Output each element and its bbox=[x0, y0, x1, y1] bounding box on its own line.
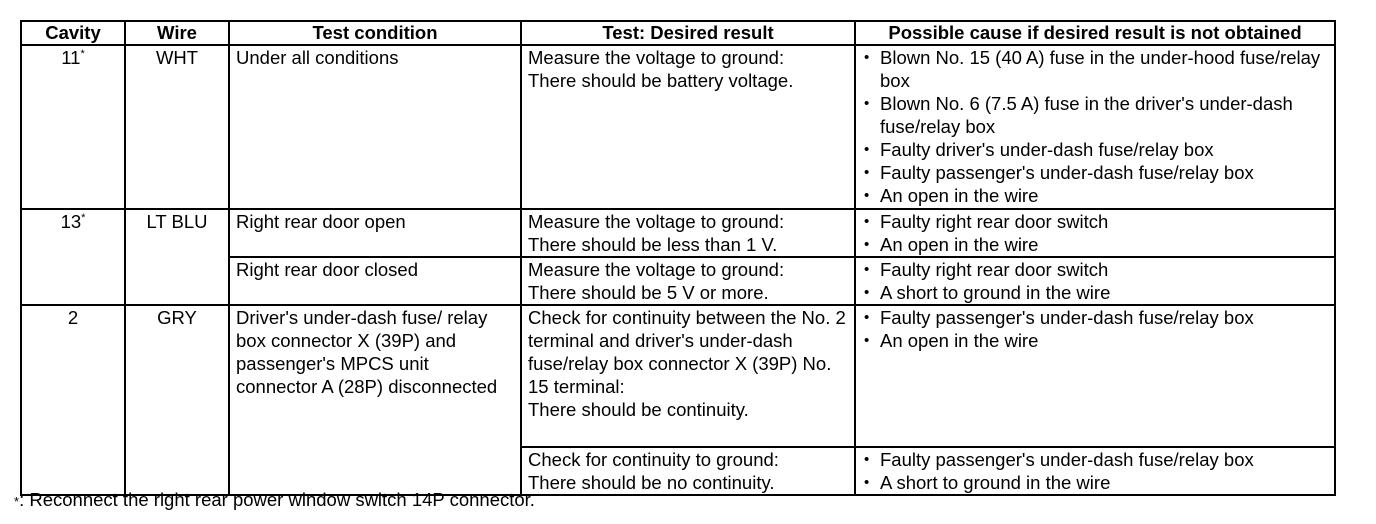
header-desired-result: Test: Desired result bbox=[521, 21, 855, 45]
condition-cell: Driver's under-dash fuse/ relay box connector X (39P) and passenger's MPCS unit connector A (28P) disconnected bbox=[229, 305, 521, 495]
list-item: • Faulty passenger's under-dash fuse/relay box bbox=[862, 448, 1328, 471]
table-row bbox=[21, 305, 1335, 447]
footnote-mark: * bbox=[14, 494, 20, 509]
cause-cell bbox=[855, 209, 1335, 257]
list-item: • An open in the wire bbox=[862, 184, 1328, 207]
cause-cell bbox=[855, 257, 1335, 305]
header-test-condition: Test condition bbox=[229, 21, 521, 45]
list-item: • Faulty right rear door switch bbox=[862, 210, 1328, 233]
footnote-mark: * bbox=[81, 211, 86, 224]
result-cell bbox=[521, 305, 855, 447]
wire-cell: LT BLU bbox=[125, 209, 229, 305]
list-item: • Faulty right rear door switch bbox=[862, 258, 1328, 281]
list-item: • Faulty passenger's under-dash fuse/relay box bbox=[862, 306, 1328, 329]
header-possible-cause: Possible cause if desired result is not obtained bbox=[855, 21, 1335, 45]
table-row bbox=[21, 209, 1335, 257]
condition-cell: Right rear door closed bbox=[229, 257, 521, 305]
result-line: Check for continuity between the No. 2 terminal and driver's under-dash fuse/relay box connector X (39P) No. 15 terminal: bbox=[528, 307, 846, 397]
footnote-text: : Reconnect the right rear power window switch 14P connector. bbox=[19, 489, 535, 510]
list-item: • A short to ground in the wire bbox=[862, 471, 1328, 494]
result-line: There should be continuity. bbox=[528, 399, 749, 420]
condition-cell: Right rear door open bbox=[229, 209, 521, 257]
wire-cell: GRY bbox=[125, 305, 229, 495]
result-line: Measure the voltage to ground: bbox=[528, 259, 785, 280]
cavity-cell bbox=[21, 209, 125, 305]
cause-list bbox=[862, 306, 1328, 352]
cavity-value: 11 bbox=[61, 47, 81, 68]
cause-cell bbox=[855, 45, 1335, 209]
footnote bbox=[14, 489, 535, 511]
wire-cell: WHT bbox=[125, 45, 229, 209]
result-line: Measure the voltage to ground: bbox=[528, 211, 785, 232]
list-item: • An open in the wire bbox=[862, 233, 1328, 256]
table-row bbox=[21, 45, 1335, 209]
result-cell bbox=[521, 45, 855, 209]
cause-list bbox=[862, 258, 1328, 304]
footnote-mark: * bbox=[80, 47, 85, 60]
result-line: Check for continuity to ground: bbox=[528, 449, 779, 470]
result-line: Measure the voltage to ground: bbox=[528, 47, 785, 68]
result-line: There should be less than 1 V. bbox=[528, 234, 778, 255]
list-item: • Faulty passenger's under-dash fuse/relay box bbox=[862, 161, 1328, 184]
result-cell bbox=[521, 447, 855, 495]
troubleshooting-table bbox=[20, 20, 1336, 496]
header-row bbox=[21, 21, 1335, 45]
list-item: • Faulty driver's under-dash fuse/relay box bbox=[862, 138, 1328, 161]
condition-cell: Under all conditions bbox=[229, 45, 521, 209]
list-item: • An open in the wire bbox=[862, 329, 1328, 352]
list-item: • Blown No. 6 (7.5 A) fuse in the driver's under-dash fuse/relay box bbox=[862, 92, 1328, 138]
cavity-cell: 2 bbox=[21, 305, 125, 495]
header-cavity: Cavity bbox=[21, 21, 125, 45]
cause-cell bbox=[855, 447, 1335, 495]
cause-cell bbox=[855, 305, 1335, 447]
result-line: There should be battery voltage. bbox=[528, 70, 794, 91]
header-wire: Wire bbox=[125, 21, 229, 45]
list-item: • A short to ground in the wire bbox=[862, 281, 1328, 304]
result-line: There should be no continuity. bbox=[528, 472, 775, 493]
cause-list bbox=[862, 210, 1328, 256]
result-line: There should be 5 V or more. bbox=[528, 282, 769, 303]
cause-list bbox=[862, 448, 1328, 494]
cavity-cell bbox=[21, 45, 125, 209]
cavity-value: 13 bbox=[60, 211, 82, 232]
cause-list bbox=[862, 46, 1328, 207]
result-cell bbox=[521, 257, 855, 305]
result-cell bbox=[521, 209, 855, 257]
list-item: • Blown No. 15 (40 A) fuse in the under-hood fuse/relay box bbox=[862, 46, 1328, 92]
